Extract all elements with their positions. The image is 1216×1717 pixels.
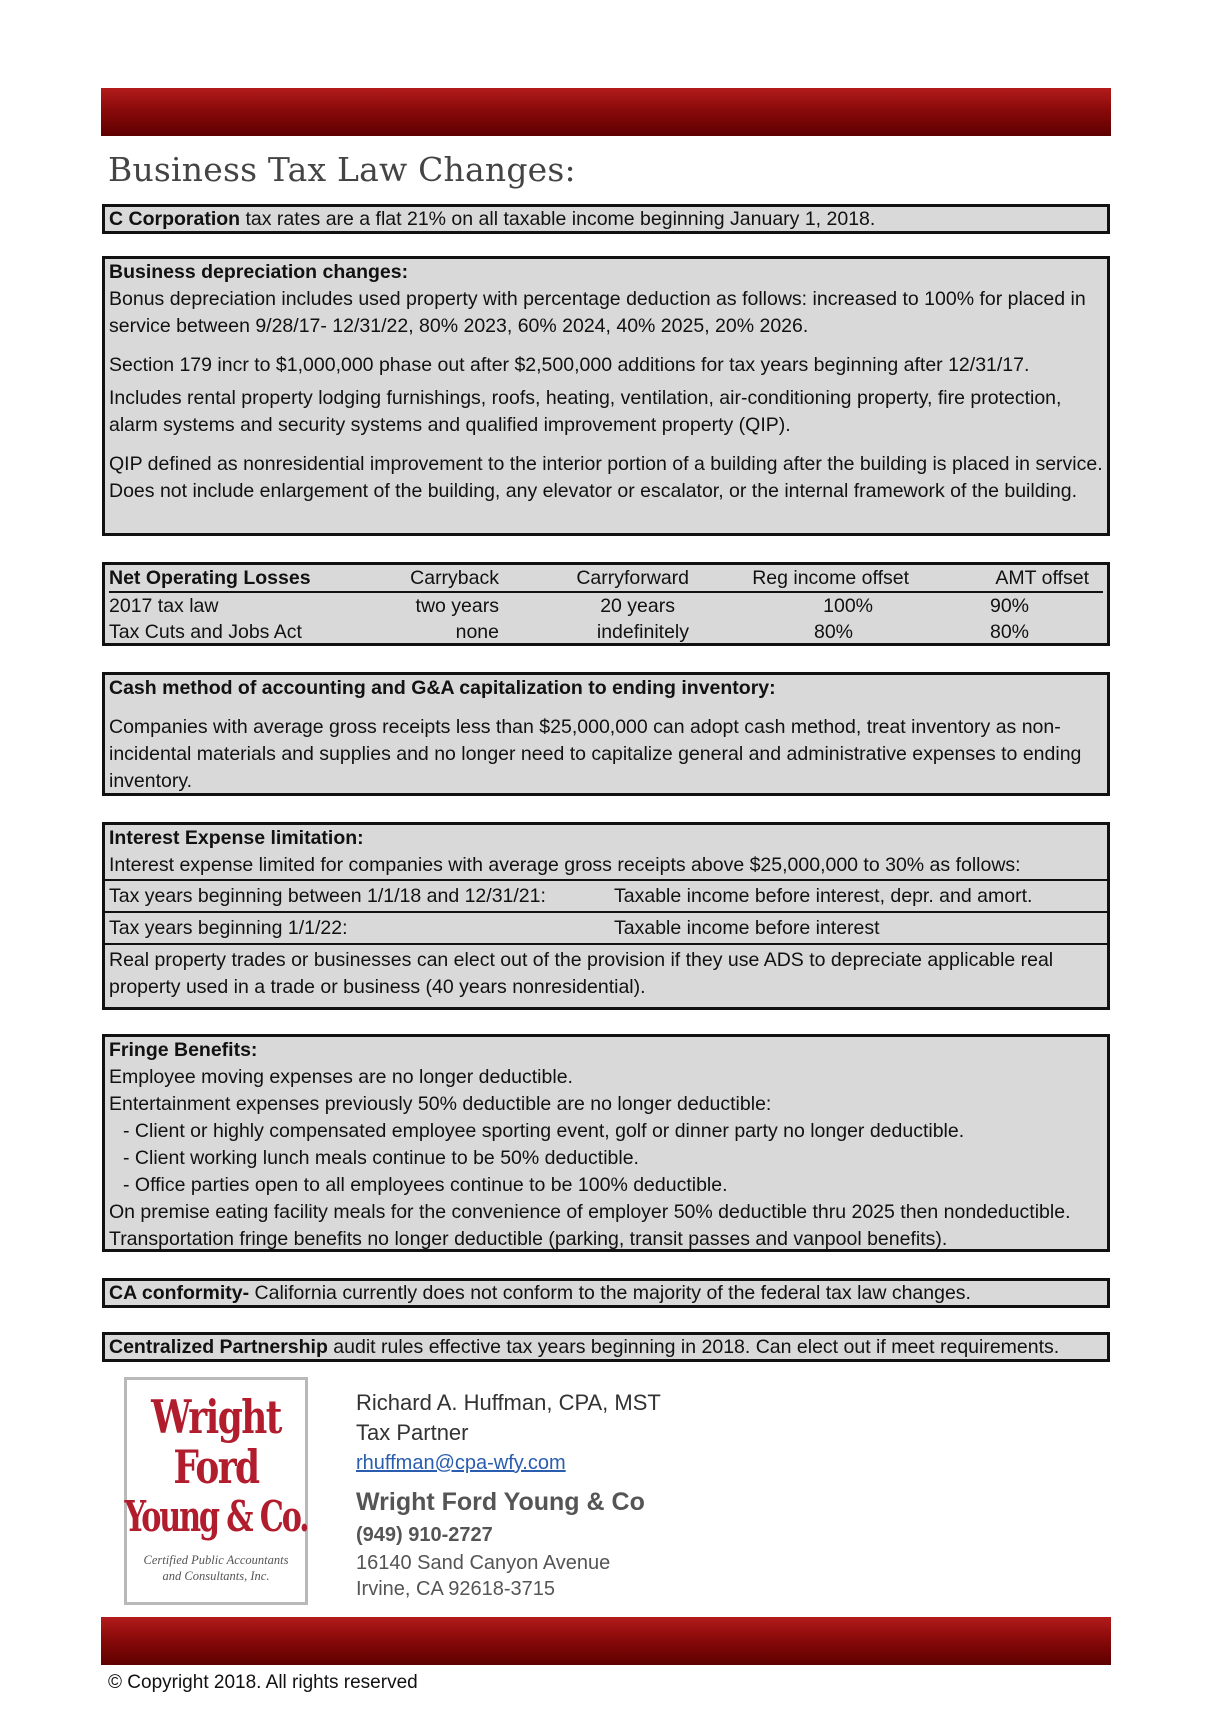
nol-cell: 2017 tax law: [109, 595, 219, 617]
copyright-text: © Copyright 2018. All rights reserved: [108, 1672, 418, 1693]
fringe-line: Transportation fringe benefits no longer deductible (parking, transit passes and vanpool benefits).: [109, 1228, 948, 1250]
nol-cell: indefinitely: [596, 621, 689, 643]
interest-row: [105, 911, 1107, 943]
interest-row-label: Tax years beginning 1/1/22:: [109, 917, 348, 939]
depreciation-rental-property: Includes rental property lodging furnishings, roofs, heating, ventilation, air-conditioning property, fire protection, alarm systems and security systems and qualified improvement property (QIP).: [109, 387, 1062, 436]
cash-method-text: Companies with average gross receipts less than $25,000,000 can adopt cash method, treat inventory as non-incidental materials and supplies and no longer need to capitalize general and administrative expenses to ending inventory.: [109, 716, 1082, 792]
nol-header-row: [109, 565, 1103, 593]
nol-cell: Tax Cuts and Jobs Act: [109, 621, 302, 643]
interest-row-value: Taxable income before interest: [614, 917, 880, 939]
contact-email-link[interactable]: rhuffman@cpa-wfy.com: [356, 1452, 566, 1474]
nol-header: Reg income offset: [752, 567, 909, 589]
depreciation-section179: Section 179 incr to $1,000,000 phase out after $2,500,000 additions for tax years beginning after 12/31/17.: [109, 354, 1030, 376]
interest-note: Real property trades or businesses can elect out of the provision if they use ADS to depreciate applicable real property used in a trade or business (40 years nonresidential).: [109, 949, 1054, 998]
contact-firm: Wright Ford Young & Co: [356, 1488, 645, 1516]
interest-intro: Interest expense limited for companies with average gross receipts above $25,000,000 to 30% as follows:: [109, 854, 1021, 876]
nol-header: AMT offset: [995, 567, 1089, 589]
nol-header: Carryforward: [576, 567, 689, 589]
depreciation-qip: QIP defined as nonresidential improvement to the interior portion of a building after the building is placed in service. Does not include enlargement of the building, any elevator or escalator, or the internal framework of the building.: [109, 453, 1103, 502]
partnership-text: audit rules effective tax years beginning in 2018. Can elect out if meet requirements.: [327, 1336, 1060, 1358]
logo-tagline: [127, 1552, 305, 1584]
logo-line: Young & Co.: [124, 1492, 308, 1541]
interest-expense-box: [102, 822, 1110, 1010]
nol-header: Carryback: [410, 567, 499, 589]
fringe-bullet: - Office parties open to all employees continue to be 100% deductible.: [123, 1174, 728, 1196]
nol-cell: none: [455, 621, 499, 643]
c-corporation-label: C Corporation: [109, 208, 241, 230]
cash-method-box: [102, 672, 1110, 796]
contact-name: Richard A. Huffman, CPA, MST: [356, 1390, 661, 1415]
interest-heading: Interest Expense limitation:: [109, 827, 364, 849]
interest-row-value: Taxable income before interest, depr. and amort.: [614, 885, 1033, 907]
nol-cell: 100%: [823, 595, 873, 617]
contact-block: [356, 1388, 661, 1602]
table-row: [109, 619, 1103, 645]
logo-line: Wright: [151, 1390, 281, 1444]
firm-logo: [124, 1377, 308, 1605]
partnership-label: Centralized Partnership: [109, 1336, 328, 1358]
fringe-bullet: - Client or highly compensated employee sporting event, golf or dinner party no longer deductible.: [123, 1120, 965, 1142]
contact-role: Tax Partner: [356, 1420, 469, 1445]
logo-line: Ford: [173, 1440, 259, 1494]
fringe-line: On premise eating facility meals for the convenience of employer 50% deductible thru 2025 then nondeductible.: [109, 1201, 1071, 1223]
logo-tagline-2: and Consultants, Inc.: [162, 1569, 270, 1583]
fringe-bullet: - Client working lunch meals continue to be 50% deductible.: [123, 1147, 639, 1169]
contact-address-1: 16140 Sand Canyon Avenue: [356, 1552, 611, 1574]
fringe-heading: Fringe Benefits:: [109, 1039, 258, 1061]
page-title: Business Tax Law Changes:: [108, 150, 576, 189]
interest-row-label: Tax years beginning between 1/1/18 and 12/31/21:: [109, 885, 546, 907]
ca-conformity-box: [102, 1278, 1110, 1308]
fringe-benefits-box: [102, 1034, 1110, 1252]
logo-tagline-1: Certified Public Accountants: [143, 1553, 289, 1567]
cash-method-heading: Cash method of accounting and G&A capitalization to ending inventory:: [109, 677, 776, 699]
contact-address-2: Irvine, CA 92618-3715: [356, 1578, 556, 1600]
nol-cell: 20 years: [600, 595, 675, 617]
depreciation-bonus: Bonus depreciation includes used property with percentage deduction as follows: increased to 100% for placed in service between 9/28/17- 12/31/22, 80% 2023, 60% 2024, 40% 2025, 20% 2026.: [109, 288, 1086, 337]
table-row: [109, 593, 1103, 619]
nol-header: Net Operating Losses: [109, 567, 311, 589]
fringe-line: Entertainment expenses previously 50% deductible are no longer deductible:: [109, 1093, 772, 1115]
contact-phone: (949) 910-2727: [356, 1524, 493, 1546]
interest-row: [105, 879, 1107, 911]
c-corporation-text: tax rates are a flat 21% on all taxable income beginning January 1, 2018.: [240, 208, 876, 230]
depreciation-box: [102, 256, 1110, 536]
nol-cell: two years: [415, 595, 499, 617]
fringe-line: Employee moving expenses are no longer deductible.: [109, 1066, 573, 1088]
nol-table: [102, 562, 1110, 646]
ca-conformity-text: California currently does not conform to the majority of the federal tax law changes.: [249, 1282, 971, 1304]
nol-cell: 90%: [989, 595, 1029, 617]
nol-cell: 80%: [989, 621, 1029, 643]
header-band: [101, 88, 1111, 136]
interest-note-wrap: [105, 943, 1107, 1001]
footer-band: [101, 1617, 1111, 1665]
c-corporation-box: [102, 204, 1110, 234]
ca-conformity-label: CA conformity-: [109, 1282, 250, 1304]
partnership-box: [102, 1332, 1110, 1362]
nol-cell: 80%: [813, 621, 853, 643]
depreciation-heading: Business depreciation changes:: [109, 261, 409, 283]
